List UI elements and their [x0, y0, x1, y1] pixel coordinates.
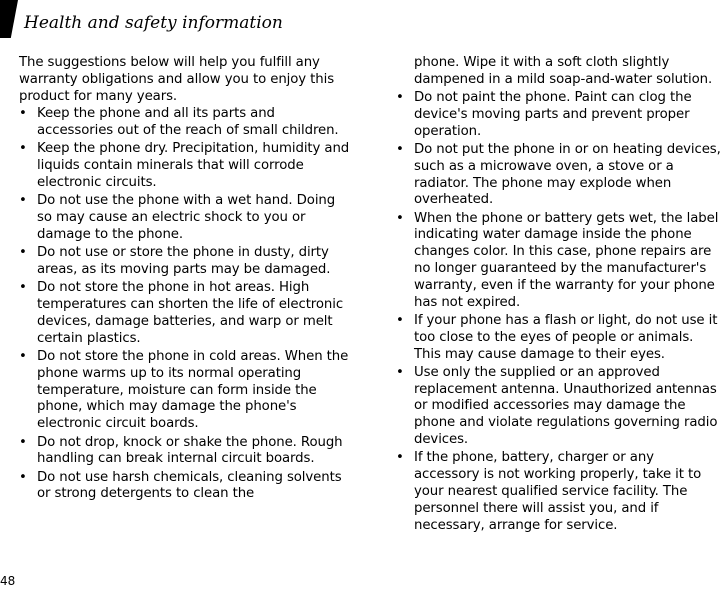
bullet-icon: • — [19, 469, 27, 485]
continued-item-text: phone. Wipe it with a soft cloth slightly dampened in a mild soap-and-water solution. — [414, 55, 713, 87]
bullet-icon: • — [396, 364, 404, 380]
bullet-icon: • — [396, 141, 404, 157]
list-item — [19, 470, 354, 504]
bullet-icon: • — [396, 210, 404, 226]
intro-paragraph: The suggestions below will help you fulfill any warranty obligations and allow you to enjoy this product for many years. — [19, 55, 335, 104]
list-item-text: Do not use harsh chemicals, cleaning solvents or strong detergents to clean the — [37, 469, 342, 502]
list-item — [396, 90, 722, 140]
list-item-text: Do not use the phone with a wet hand. Doing so may cause an electric shock to you or damage to the phone. — [37, 193, 336, 242]
list-item-text: Do not use or store the phone in dusty, dirty areas, as its moving parts may be damaged. — [37, 245, 331, 278]
list-item-text: Do not put the phone in or on heating devices, such as a microwave oven, a stove or a radiator. The phone may explode when overheated. — [414, 141, 721, 208]
bullet-icon: • — [396, 450, 404, 466]
header-accent-bar — [0, 0, 18, 38]
list-item — [396, 142, 722, 209]
list-item-text: If your phone has a flash or light, do not use it too close to the eyes of people or animals. This may cause damage to their eyes. — [414, 312, 718, 362]
list-item — [19, 435, 354, 469]
list-item — [19, 349, 354, 433]
bullet-icon: • — [396, 312, 404, 328]
bullet-icon: • — [19, 106, 27, 122]
bullet-icon: • — [19, 193, 27, 209]
list-item — [396, 313, 722, 363]
bullet-icon: • — [19, 434, 27, 450]
list-item-text: When the phone or battery gets wet, the label indicating water damage inside the phone changes color. In this case, phone repairs are no longer guaranteed by the manufacturer's warranty, even if the warranty for your phone has not expired. — [414, 210, 719, 310]
bullet-icon: • — [19, 280, 27, 296]
list-item — [19, 193, 354, 243]
right-bullet-list — [396, 90, 722, 534]
list-item-text: Do not paint the phone. Paint can clog the device's moving parts and prevent proper operation. — [414, 90, 692, 139]
list-item-text: Do not store the phone in hot areas. High temperatures can shorten the life of electronic devices, damage batteries, and warp or melt certain plastics. — [37, 280, 344, 346]
bullet-icon: • — [19, 141, 27, 157]
list-item — [19, 245, 354, 279]
list-item — [396, 211, 722, 312]
list-item-text: Use only the supplied or an approved replacement antenna. Unauthorized antennas or modified accessories may damage the phone and violate regulations governing radio devices. — [414, 364, 718, 448]
list-item-text: If the phone, battery, charger or any accessory is not working properly, take it to your nearest qualified service facility. The personnel there will assist you, and if necessary, arrange for service. — [414, 450, 702, 533]
left-bullet-list — [19, 106, 354, 503]
list-item — [19, 106, 354, 140]
list-item — [396, 365, 722, 449]
bullet-icon: • — [19, 245, 27, 261]
list-item — [19, 141, 354, 191]
bullet-icon: • — [396, 90, 404, 106]
list-item-text: Do not drop, knock or shake the phone. Rough handling can break internal circuit boards. — [37, 434, 343, 467]
page-number: 48 — [0, 574, 16, 588]
left-column — [19, 55, 354, 505]
list-item-text: Keep the phone and all its parts and accessories out of the reach of small children. — [37, 106, 339, 139]
right-column — [396, 55, 722, 536]
list-item-text: Do not store the phone in cold areas. When the phone warms up to its normal operating temperature, moisture can form inside the phone, which may damage the phone's electronic circuit boards. — [37, 349, 349, 432]
list-item — [396, 450, 722, 534]
list-item — [19, 280, 354, 347]
page-header-title: Health and safety information — [24, 13, 283, 33]
list-item-text: Keep the phone dry. Precipitation, humidity and liquids contain minerals that will corrode electronic circuits. — [37, 141, 350, 191]
bullet-icon: • — [19, 349, 27, 365]
